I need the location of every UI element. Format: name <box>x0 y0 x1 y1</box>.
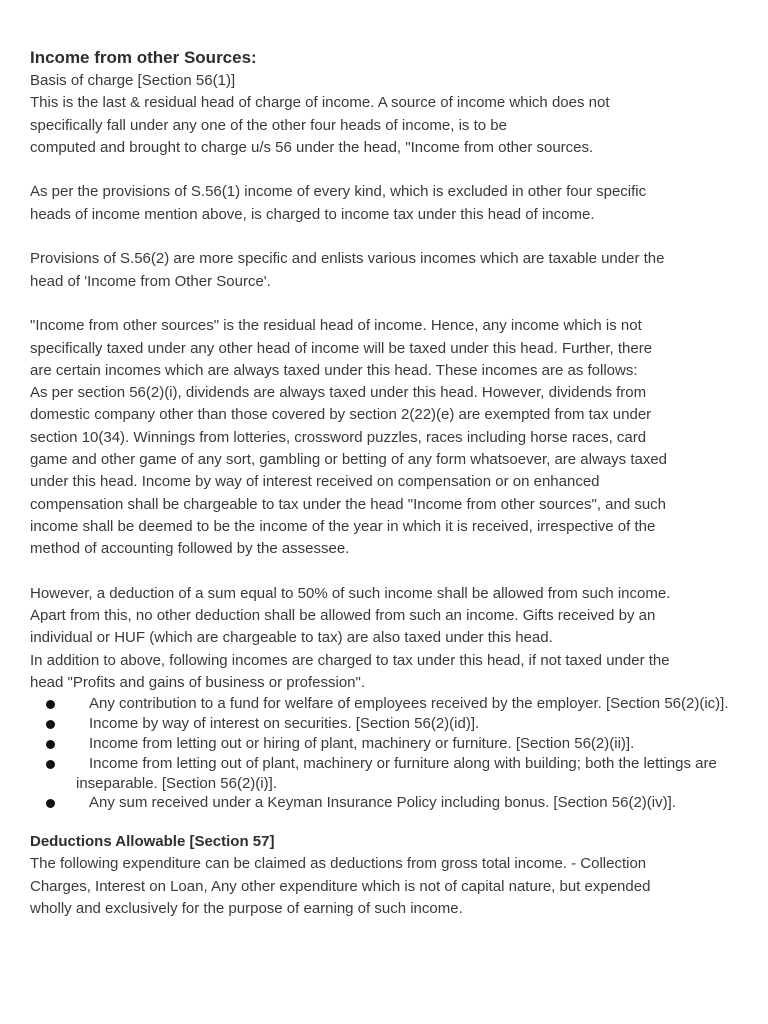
text-line: head of 'Income from Other Source'. <box>30 272 271 290</box>
bullet-icon <box>46 760 55 769</box>
basis-of-charge: Basis of charge [Section 56(1)] <box>30 72 236 89</box>
text-line: individual or HUF (which are chargeable to tax) are also taxed under this head. <box>30 629 553 647</box>
text-line: computed and brought to charge u/s 56 under the head, "Income from other sources. <box>30 138 594 156</box>
residual-head-paragraph <box>30 315 742 560</box>
text-line: are certain incomes which are always taxed under this head. These incomes are as follows: <box>30 361 638 379</box>
deductions-paragraph <box>30 853 742 920</box>
list-item: Any sum received under a Keyman Insurance Policy including bonus. [Section 56(2)(iv)]. <box>30 793 742 813</box>
provisions-56-2-paragraph <box>30 248 742 293</box>
text-line: head "Profits and gains of business or profession". <box>30 674 366 692</box>
deduction-paragraph <box>30 583 742 694</box>
text-line: However, a deduction of a sum equal to 50% of such income shall be allowed from such income. <box>30 584 671 602</box>
text-line: wholly and exclusively for the purpose of earning of such income. <box>30 899 463 917</box>
list-item: Income from letting out of plant, machinery or furniture along with building; both the lettings are inseparable. [Section 56(2)(i)]. <box>30 754 742 794</box>
text-line: game and other game of any sort, gambling or betting of any form whatsoever, are always taxed <box>30 451 668 469</box>
text-line: specifically fall under any one of the other four heads of income, is to be <box>30 116 507 134</box>
bullet-icon <box>46 740 55 749</box>
text-line: domestic company other than those covered by section 2(22)(e) are exempted from tax under <box>30 406 652 424</box>
list-item: Any contribution to a fund for welfare of employees received by the employer. [Section 56(2)(ic)]. <box>30 694 742 714</box>
section-heading: Deductions Allowable [Section 57] <box>30 833 275 851</box>
text-line: The following expenditure can be claimed as deductions from gross total income. - Collection <box>30 855 647 873</box>
text-line: "Income from other sources" is the residual head of income. Hence, any income which is not <box>30 317 642 335</box>
text-line: under this head. Income by way of interest received on compensation or on enhanced <box>30 473 600 491</box>
text-line: As per the provisions of S.56(1) income of every kind, which is excluded in other four specific <box>30 183 647 201</box>
text-line: In addition to above, following incomes are charged to tax under this head, if not taxed under the <box>30 651 670 669</box>
bullet-icon <box>46 720 55 729</box>
text-line: income shall be deemed to be the income of the year in which it is received, irrespective of the <box>30 517 656 535</box>
text-line: Charges, Interest on Loan, Any other expenditure which is not of capital nature, but expended <box>30 877 651 895</box>
text-line: Provisions of S.56(2) are more specific and enlists various incomes which are taxable under the <box>30 250 665 268</box>
text-line: method of accounting followed by the assessee. <box>30 540 350 558</box>
text-line: heads of income mention above, is charged to income tax under this head of income. <box>30 205 595 223</box>
provisions-56-1-paragraph <box>30 181 742 226</box>
list-item: Income from letting out or hiring of plant, machinery or furniture. [Section 56(2)(ii)]. <box>30 734 742 754</box>
bullet-icon <box>46 799 55 808</box>
text-line: specifically taxed under any other head of income will be taxed under this head. Further, there <box>30 339 653 357</box>
income-list <box>30 694 742 813</box>
text-line: As per section 56(2)(i), dividends are always taxed under this head. However, dividends from <box>30 384 647 402</box>
intro-paragraph <box>30 92 742 159</box>
page-title: Income from other Sources: <box>30 48 257 67</box>
list-item: Income by way of interest on securities. [Section 56(2)(id)]. <box>30 714 742 734</box>
text-line: section 10(34). Winnings from lotteries, crossword puzzles, races including horse races, card <box>30 428 647 446</box>
bullet-icon <box>46 700 55 709</box>
text-line: Apart from this, no other deduction shall be allowed from such an income. Gifts received by an <box>30 607 656 625</box>
text-line: This is the last & residual head of charge of income. A source of income which does not <box>30 94 610 112</box>
text-line: compensation shall be chargeable to tax under the head "Income from other sources", and such <box>30 495 667 513</box>
